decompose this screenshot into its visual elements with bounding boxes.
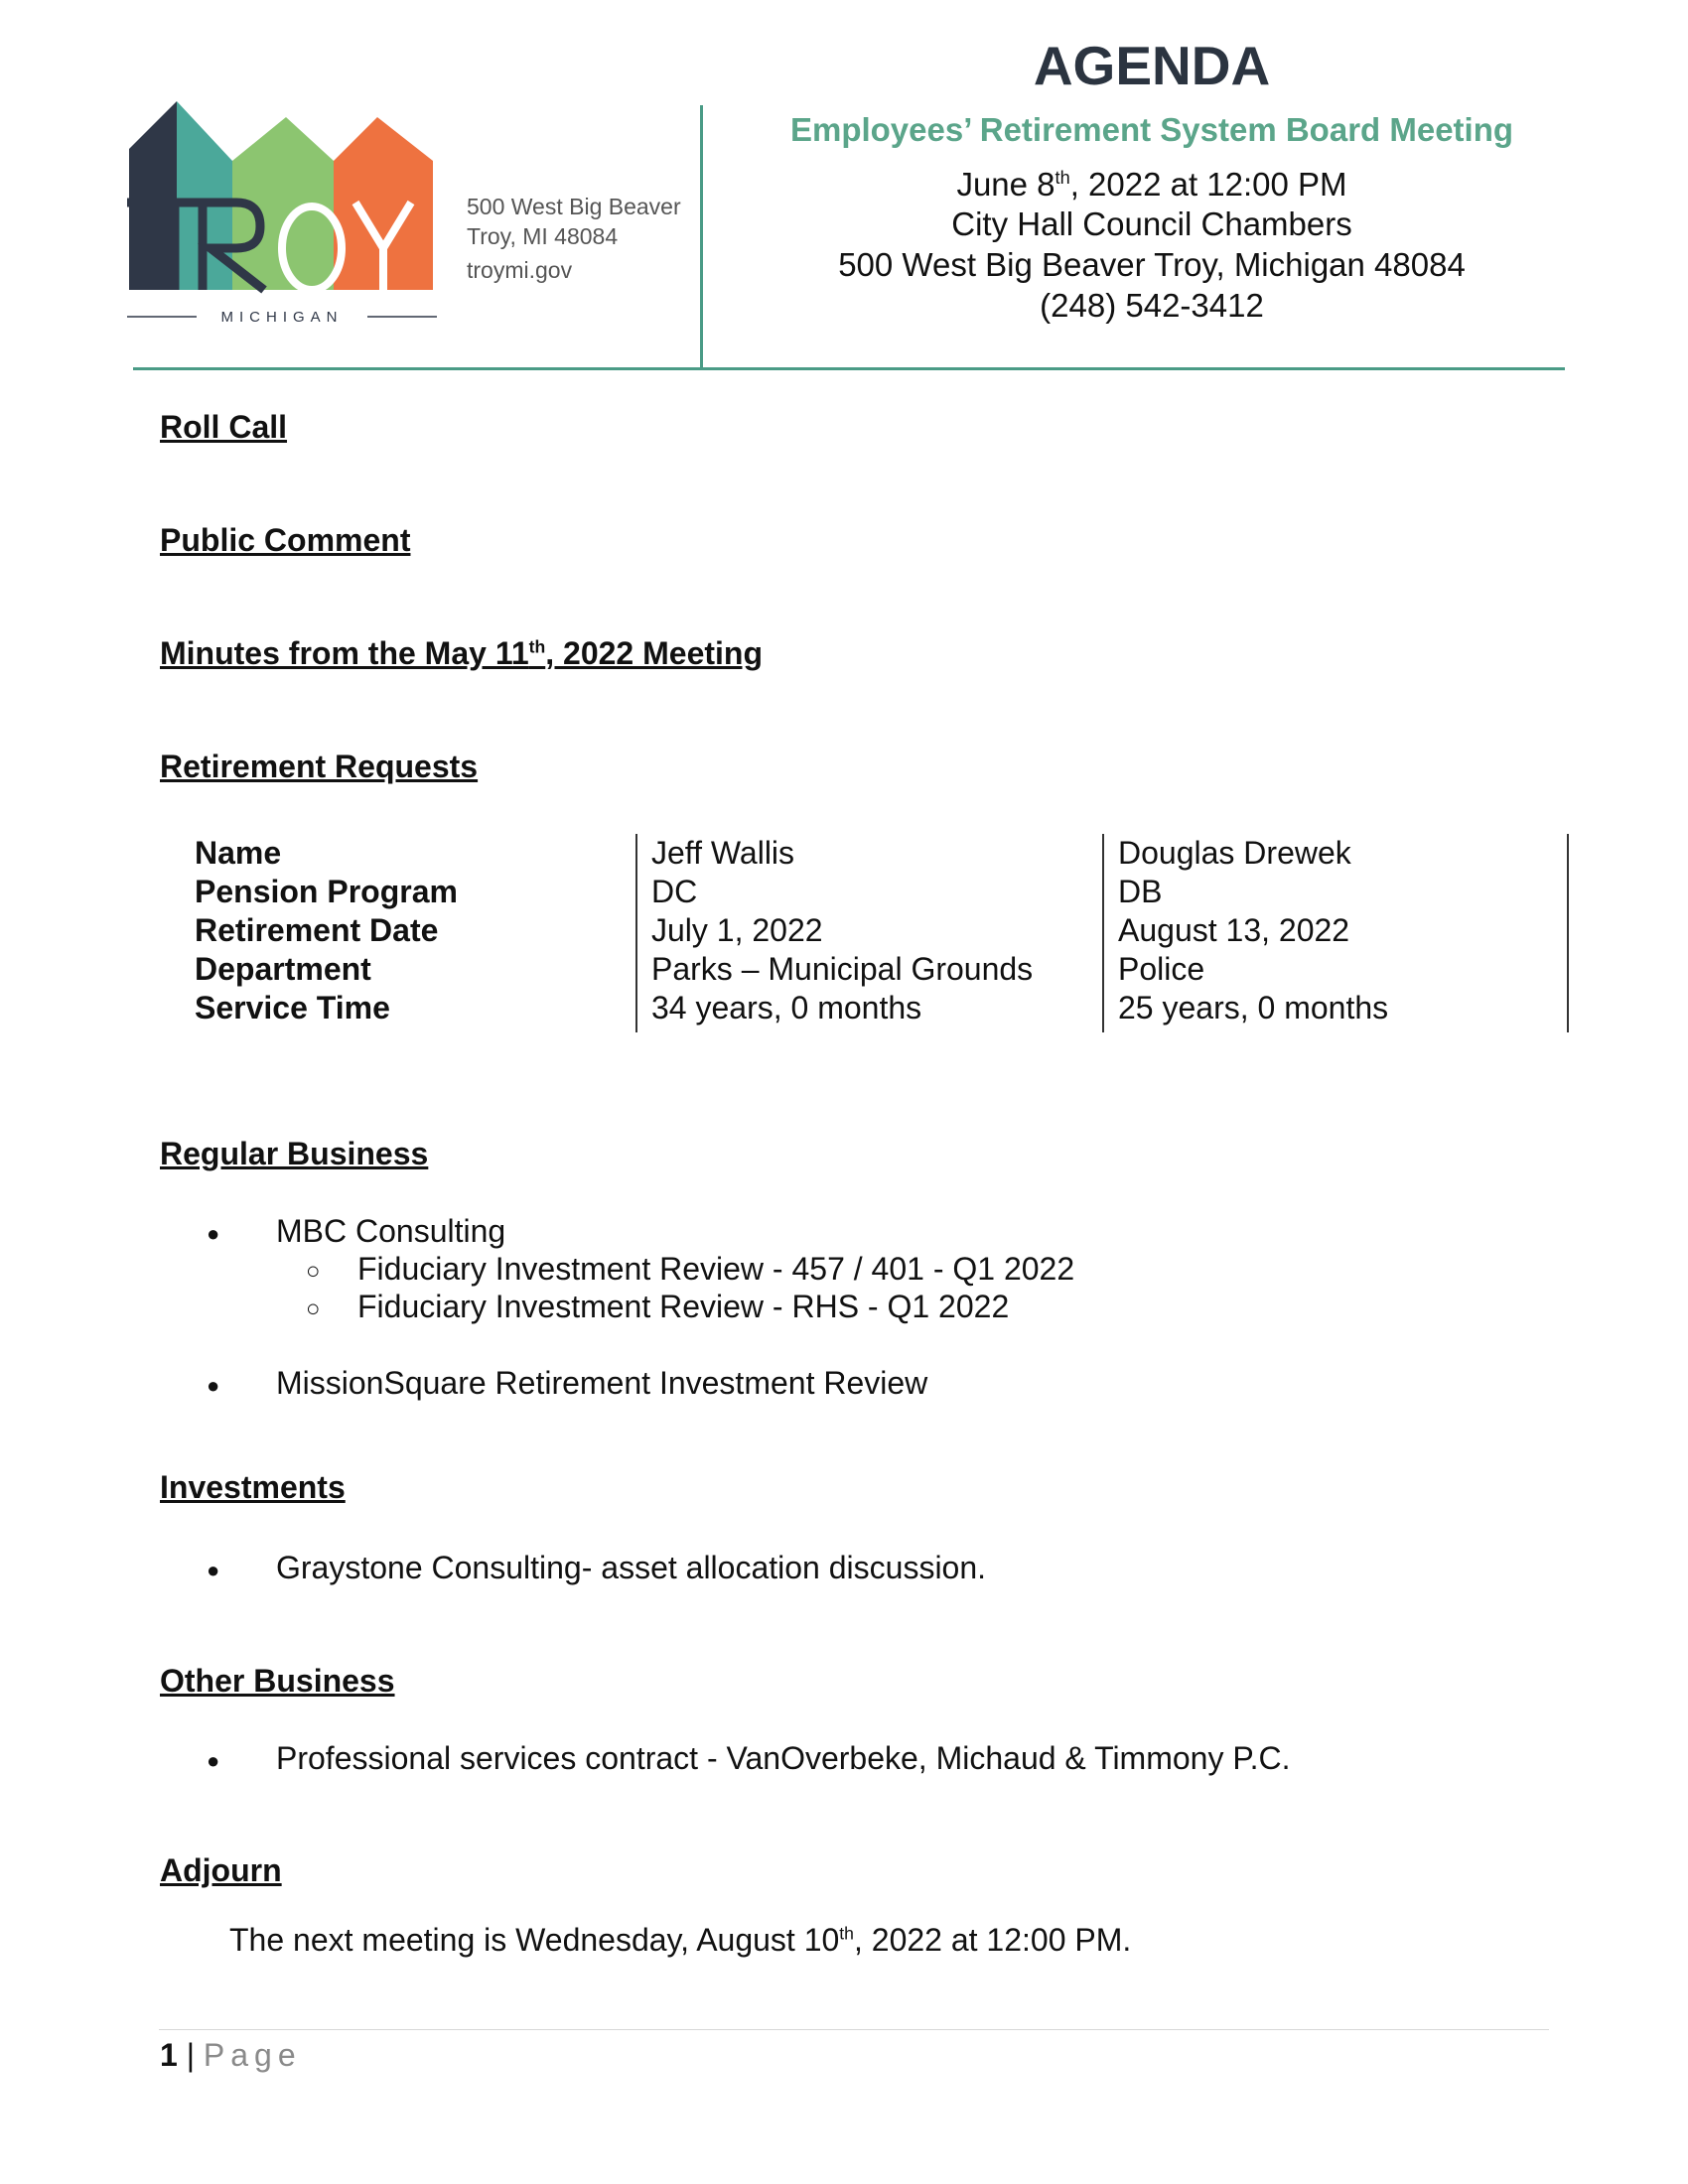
table-label-column [195, 834, 458, 1032]
circle-bullet-icon: ○ [306, 1295, 321, 1322]
other-business-heading: Other Business [160, 1663, 395, 1699]
meeting-date: June 8th, 2022 at 12:00 PM [956, 166, 1347, 203]
header-horizontal-divider [133, 367, 1565, 370]
bullet-icon: ● [207, 1747, 220, 1773]
page-number: 1 [160, 2037, 178, 2073]
list-item: ● Graystone Consulting- asset allocation discussion. [207, 1550, 987, 1585]
label-department: Department [195, 951, 371, 987]
minutes-heading: Minutes from the May 11th, 2022 Meeting [160, 635, 763, 671]
retiree-column-2 [1102, 834, 1569, 1032]
footer-separator: | [186, 2037, 195, 2073]
list-item: ○ Fiduciary Investment Review - 457 / 401 - Q1 2022 [306, 1251, 1075, 1287]
agenda-title: AGENDA [1033, 35, 1271, 96]
footer-divider [159, 2029, 1549, 2030]
label-service-time: Service Time [195, 990, 390, 1025]
retirement-requests-heading: Retirement Requests [160, 749, 479, 784]
page-footer [160, 2037, 302, 2074]
label-name: Name [195, 835, 282, 871]
retiree-name: Jeff Wallis [651, 835, 795, 871]
address-website: troymi.gov [467, 257, 573, 283]
retiree-department: Police [1118, 951, 1205, 987]
roll-call-heading: Roll Call [160, 409, 288, 445]
bullet-icon: ● [207, 1372, 220, 1398]
circle-bullet-icon: ○ [306, 1257, 321, 1285]
retiree-retirement-date: July 1, 2022 [651, 912, 823, 948]
investments-heading: Investments [160, 1469, 346, 1505]
retiree-pension-program: DC [651, 874, 698, 909]
retiree-pension-program: DB [1118, 874, 1163, 909]
label-pension-program: Pension Program [195, 874, 458, 909]
meeting-location: City Hall Council Chambers [951, 205, 1352, 242]
bullet-icon: ● [207, 1220, 220, 1246]
retirement-requests-table [195, 834, 1569, 1032]
meeting-street-address: 500 West Big Beaver Troy, Michigan 48084 [838, 246, 1466, 283]
address-street: 500 West Big Beaver [467, 194, 681, 219]
troy-michigan-logo [127, 99, 437, 328]
retiree-name: Douglas Drewek [1118, 835, 1351, 871]
retiree-service-time: 25 years, 0 months [1118, 990, 1389, 1025]
public-comment-heading: Public Comment [160, 522, 411, 558]
list-item: ● MBC Consulting [207, 1213, 506, 1249]
meeting-phone: (248) 542-3412 [1040, 287, 1264, 324]
page-label: Page [203, 2037, 302, 2073]
address-city: Troy, MI 48084 [467, 223, 619, 249]
next-meeting-text: The next meeting is Wednesday, August 10th, 2022 at 12:00 PM. [229, 1922, 1132, 1958]
retiree-column-1 [635, 834, 1033, 1032]
bullet-icon: ● [207, 1557, 220, 1582]
retiree-department: Parks – Municipal Grounds [651, 951, 1034, 987]
list-item: ○ Fiduciary Investment Review - RHS - Q1 2022 [306, 1289, 1010, 1324]
list-item: ● Professional services contract - VanOverbeke, Michaud & Timmony P.C. [207, 1740, 1291, 1776]
meeting-subtitle: Employees’ Retirement System Board Meeting [789, 111, 1514, 148]
adjourn-heading: Adjourn [160, 1852, 282, 1888]
list-item: ● MissionSquare Retirement Investment Review [207, 1365, 928, 1401]
label-retirement-date: Retirement Date [195, 912, 439, 948]
retiree-service-time: 34 years, 0 months [651, 990, 922, 1025]
regular-business-heading: Regular Business [160, 1136, 429, 1171]
header-vertical-divider [700, 105, 703, 369]
retiree-retirement-date: August 13, 2022 [1118, 912, 1350, 948]
logo-state-text: MICHIGAN [220, 309, 344, 326]
